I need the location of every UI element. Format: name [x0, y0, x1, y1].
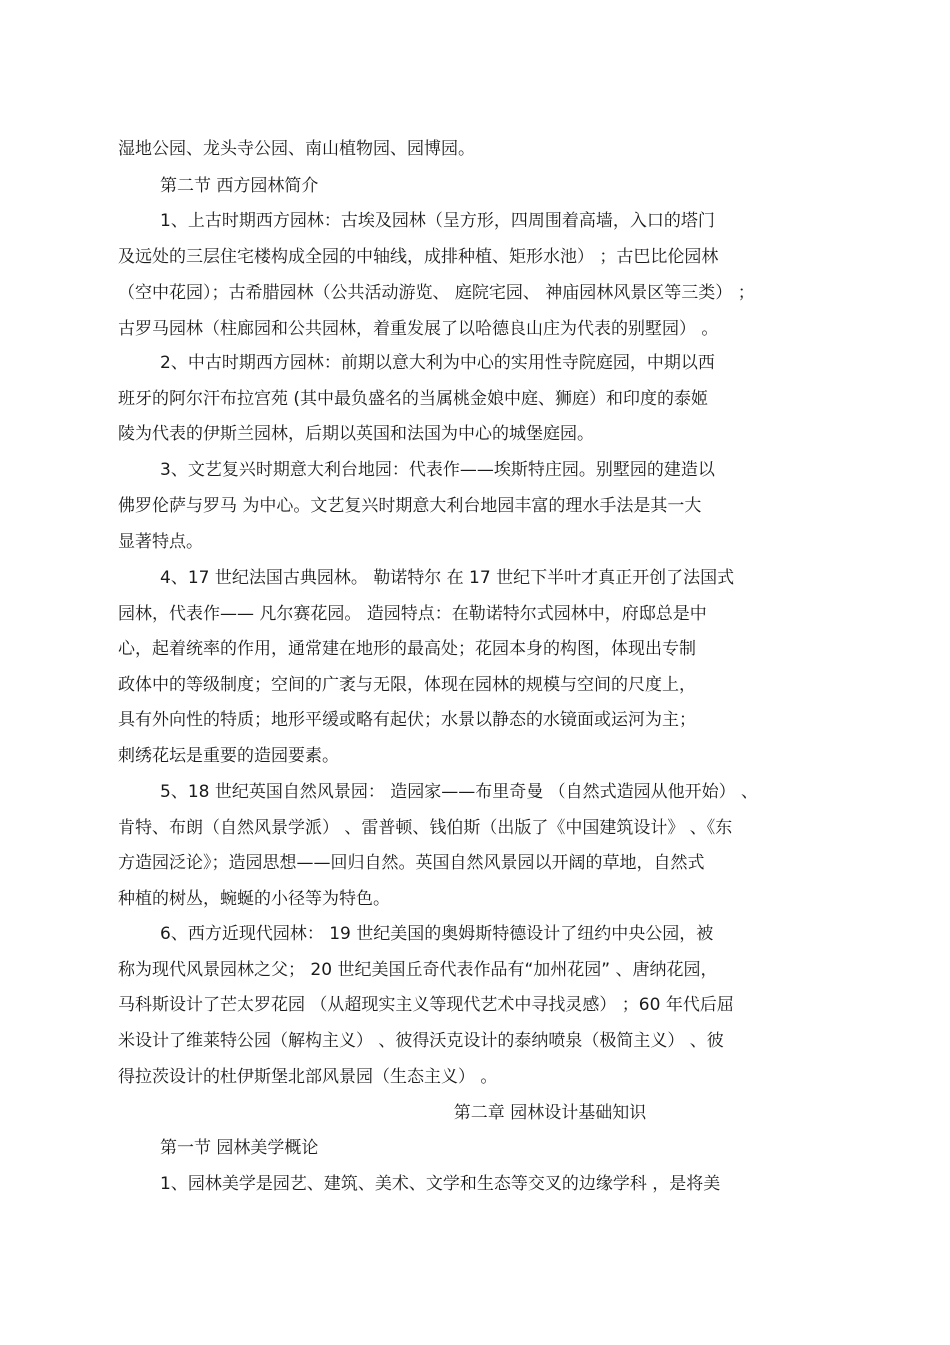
- text-line: 2、中古时期西方园林：前期以意大利为中心的实用性寺院庭园，中期以西: [160, 353, 715, 373]
- text-line: 显著特点。: [118, 532, 203, 552]
- text-line: 4、17 世纪法国古典园林。 勒诺特尔 在 17 世纪下半叶才真正开创了法国式: [160, 568, 735, 588]
- text-line: 得拉茨设计的杜伊斯堡北部风景园（生态主义） 。: [118, 1067, 498, 1087]
- text-line: 及远处的三层住宅楼构成全园的中轴线，成排种植、矩形水池） ；古巴比伦园林: [118, 247, 719, 267]
- text-line: 种植的树丛，蜿蜒的小径等为特色。: [118, 889, 390, 909]
- section-heading: 第一节 园林美学概论: [160, 1138, 319, 1158]
- text-line: 湿地公园、龙头寺公园、南山植物园、园博园。: [118, 139, 475, 159]
- text-line: 心，起着统率的作用，通常建在地形的最高处；花园本身的构图，体现出专制: [118, 639, 696, 659]
- text-line: 6、西方近现代园林： 19 世纪美国的奥姆斯特德设计了纽约中央公园，被: [160, 924, 714, 944]
- text-line: 古罗马园林（柱廊园和公共园林，着重发展了以哈德良山庄为代表的别墅园） 。: [118, 319, 719, 339]
- text-line: 5、18 世纪英国自然风景园： 造园家——布里奇曼 （自然式造园从他开始） 、: [160, 782, 759, 802]
- text-line: 1、园林美学是园艺、建筑、美术、文学和生态等交叉的边缘学科 ，是将美: [160, 1174, 721, 1194]
- text-line: （空中花园）；古希腊园林（公共活动游览、 庭院宅园、 神庙园林风景区等三类） ；: [118, 283, 755, 303]
- text-line: 1、上古时期西方园林：古埃及园林（呈方形，四周围着高墙，入口的塔门: [160, 211, 715, 231]
- text-line: 马科斯设计了芒太罗花园 （从超现实主义等现代艺术中寻找灵感） ；60 年代后屈: [118, 995, 734, 1015]
- text-line: 米设计了维莱特公园（解构主义） 、彼得沃克设计的泰纳喷泉（极简主义） 、彼: [118, 1031, 724, 1051]
- text-line: 班牙的阿尔汗布拉宫苑 (其中最负盛名的当属桃金娘中庭、狮庭）和印度的泰姬: [118, 389, 709, 409]
- text-line: 佛罗伦萨与罗马 为中心。文艺复兴时期意大利台地园丰富的理水手法是其一大: [118, 496, 702, 516]
- text-line: 刺绣花坛是重要的造园要素。: [118, 746, 339, 766]
- chapter-heading: 第二章 园林设计基础知识: [453, 1103, 647, 1123]
- section-heading: 第二节 西方园林简介: [160, 176, 319, 196]
- text-line: 陵为代表的伊斯兰园林，后期以英国和法国为中心的城堡庭园。: [118, 424, 594, 444]
- text-line: 园林，代表作—— 凡尔赛花园。 造园特点：在勒诺特尔式园林中，府邸总是中: [118, 604, 707, 624]
- text-line: 称为现代风景园林之父； 20 世纪美国丘奇代表作品有“加州花园” 、唐纳花园，: [118, 960, 718, 980]
- text-line: 方造园泛论》；造园思想——回归自然。英国自然风景园以开阔的草地，自然式: [118, 853, 705, 873]
- text-line: 具有外向性的特质；地形平缓或略有起伏；水景以静态的水镜面或运河为主；: [118, 710, 696, 730]
- text-line: 政体中的等级制度；空间的广袤与无限，体现在园林的规模与空间的尺度上，: [118, 675, 696, 695]
- text-line: 肯特、布朗（自然风景学派） 、雷普顿、钱伯斯（出版了《中国建筑设计》 、《东: [118, 818, 733, 838]
- text-line: 3、文艺复兴时期意大利台地园：代表作——埃斯特庄园。别墅园的建造以: [160, 460, 715, 480]
